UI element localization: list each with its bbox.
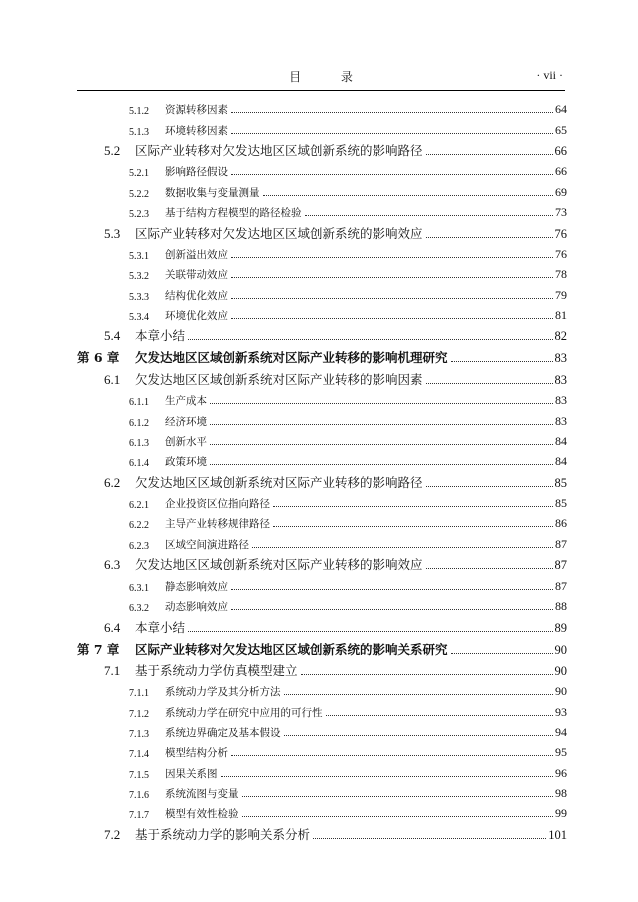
toc-entry-page: 86 xyxy=(555,516,567,531)
toc-entry[interactable] xyxy=(77,408,567,428)
toc-entry-title: 主导产业转移规律路径 xyxy=(165,518,270,531)
toc-entry-page: 87 xyxy=(555,536,567,551)
toc-entry-number: 7.1.1 xyxy=(129,688,149,700)
toc-entry-page: 84 xyxy=(555,433,567,448)
toc-entry[interactable] xyxy=(77,699,567,719)
toc-entry-title: 区际产业转移对欠发达地区区域创新系统的影响效应 xyxy=(135,225,423,241)
toc-entry-number: 5.3.1 xyxy=(129,250,149,262)
dot-leader xyxy=(242,815,554,817)
toc-entry-page: 78 xyxy=(555,267,567,282)
toc-entry-page: 101 xyxy=(548,827,567,842)
toc-entry[interactable] xyxy=(77,491,567,511)
toc-entry[interactable] xyxy=(77,720,567,740)
toc-entry-number: 7.1.2 xyxy=(129,708,149,720)
toc-entry-number: 6.2.2 xyxy=(129,520,149,532)
toc-entry-title: 数据收集与变量测量 xyxy=(165,186,260,199)
toc-entry-title: 环境优化效应 xyxy=(165,309,228,322)
toc-entry-page: 87 xyxy=(555,578,567,593)
toc-entry-title: 基于系统动力学的影响关系分析 xyxy=(135,826,311,842)
toc-entry-number: 6.3 xyxy=(104,557,121,573)
toc-entry-number: 6.4 xyxy=(104,619,121,635)
toc-entry-title: 动态影响效应 xyxy=(165,600,228,613)
toc-entry-title: 系统动力学在研究中应用的可行性 xyxy=(165,706,323,719)
toc-entry-title: 区际产业转移对欠发达地区区域创新系统的影响关系研究 xyxy=(135,641,448,657)
dot-leader xyxy=(273,525,553,527)
dot-leader xyxy=(231,132,553,134)
toc-entry-number: 6.2.1 xyxy=(129,500,149,512)
toc-entry[interactable] xyxy=(77,552,567,574)
toc-entry[interactable] xyxy=(77,388,567,408)
toc-entry-number: 6.3.2 xyxy=(129,602,149,614)
dot-leader xyxy=(301,673,553,675)
toc-entry[interactable] xyxy=(77,636,567,658)
toc-entry[interactable] xyxy=(77,740,567,760)
toc-entry-page: 82 xyxy=(554,329,567,344)
toc-entry-title: 模型结构分析 xyxy=(165,747,228,760)
dot-leader xyxy=(426,153,553,155)
toc-entry[interactable] xyxy=(77,429,567,449)
toc-entry-number: 6.2 xyxy=(104,474,121,490)
dot-leader xyxy=(210,402,553,404)
toc-entry[interactable] xyxy=(77,531,567,551)
toc-entry-page: 66 xyxy=(555,164,567,179)
toc-entry-title: 资源转移因素 xyxy=(165,104,228,117)
toc-entry-page: 83 xyxy=(554,373,567,388)
toc-entry-title: 欠发达地区区域创新系统对区际产业转移的影响路径 xyxy=(135,474,423,490)
toc-entry[interactable] xyxy=(77,469,567,491)
toc-entry[interactable] xyxy=(77,242,567,262)
toc-entry-number: 5.2.2 xyxy=(129,188,149,200)
toc-entry[interactable] xyxy=(77,179,567,199)
toc-entry-title: 影响路径假设 xyxy=(165,166,228,179)
toc-entry-number: 6.2.3 xyxy=(129,540,149,552)
toc-entry-number: 7.1.7 xyxy=(129,810,149,822)
toc-entry-title: 欠发达地区区域创新系统对区际产业转移的影响效应 xyxy=(135,557,423,573)
toc-entry-title: 创新水平 xyxy=(165,435,207,448)
toc-entry[interactable] xyxy=(77,449,567,469)
dot-leader xyxy=(221,775,554,777)
dot-leader xyxy=(451,360,553,362)
toc-entry-page: 95 xyxy=(555,745,567,760)
toc-entry-number: 7.2 xyxy=(104,826,121,842)
toc-entry[interactable] xyxy=(77,594,567,614)
toc-entry[interactable] xyxy=(77,781,567,801)
toc-entry-title: 欠发达地区区域创新系统对区际产业转移的影响因素 xyxy=(135,372,423,388)
toc-entry-title: 企业投资区位指向路径 xyxy=(165,498,270,511)
toc-entry-number: 5.1.2 xyxy=(129,106,149,118)
toc-entry-page: 73 xyxy=(555,205,567,220)
toc-entry[interactable] xyxy=(77,159,567,179)
dot-leader xyxy=(231,588,553,590)
toc-entry-title: 欠发达地区区域创新系统对区际产业转移的影响机理研究 xyxy=(135,350,448,366)
toc-entry-page: 89 xyxy=(554,620,567,635)
toc-entry-number: 5.2.3 xyxy=(129,209,149,221)
toc-entry-title: 静态影响效应 xyxy=(165,580,228,593)
dot-leader xyxy=(263,194,554,196)
toc-entry-title: 模型有效性检验 xyxy=(165,808,239,821)
dot-leader xyxy=(188,338,552,340)
page-header xyxy=(77,64,565,91)
toc-entry-page: 64 xyxy=(555,102,567,117)
toc-entry-title: 系统边界确定及基本假设 xyxy=(165,726,281,739)
toc-entry-page: 83 xyxy=(554,351,567,366)
dot-leader xyxy=(284,693,554,695)
toc-entry[interactable] xyxy=(77,138,567,160)
toc-entry-title: 经济环境 xyxy=(165,415,207,428)
dot-leader xyxy=(231,256,553,258)
toc-entry[interactable] xyxy=(77,200,567,220)
toc-entry-title: 本章小结 xyxy=(135,328,186,344)
dot-leader xyxy=(451,652,553,654)
toc-entry[interactable] xyxy=(77,220,567,242)
toc-entry-number: 5.2 xyxy=(104,143,121,159)
toc-entry-number: 5.4 xyxy=(104,328,121,344)
toc-entry-page: 66 xyxy=(554,144,567,159)
toc-entry[interactable] xyxy=(77,262,567,282)
toc-entry[interactable] xyxy=(77,344,567,366)
toc-entry-number: 6.1.1 xyxy=(129,397,149,409)
dot-leader xyxy=(305,214,554,216)
toc-entry-number: 6.1.4 xyxy=(129,458,149,470)
dot-leader xyxy=(231,297,553,299)
toc-entry[interactable] xyxy=(77,366,567,388)
dot-leader xyxy=(426,382,553,384)
toc-entry-title: 因果关系图 xyxy=(165,767,218,780)
dot-leader xyxy=(426,236,553,238)
toc-entry[interactable] xyxy=(77,679,567,699)
toc-entry-number: 6.1 xyxy=(104,372,121,388)
toc-entry-title: 生产成本 xyxy=(165,395,207,408)
toc-entry-page: 99 xyxy=(555,806,567,821)
toc-entry[interactable] xyxy=(77,117,567,137)
toc-entry-page: 83 xyxy=(555,413,567,428)
toc-entry-title: 政策环境 xyxy=(165,456,207,469)
toc-entry-number: 5.3.3 xyxy=(129,291,149,303)
toc-entry[interactable] xyxy=(77,323,567,345)
toc-entry-number: 7.1 xyxy=(104,663,121,679)
toc-entry-page: 96 xyxy=(555,765,567,780)
toc-entry-number: 6.1.2 xyxy=(129,417,149,429)
toc-entry-page: 85 xyxy=(555,496,567,511)
toc-entry[interactable] xyxy=(77,821,567,843)
toc-entry-title: 区际产业转移对欠发达地区区域创新系统的影响路径 xyxy=(135,143,423,159)
toc-entry-page: 90 xyxy=(555,684,567,699)
toc-entry-page: 90 xyxy=(554,664,567,679)
toc-entry-page: 69 xyxy=(555,184,567,199)
toc-entry-title: 系统动力学及其分析方法 xyxy=(165,686,281,699)
toc-entry-title: 结构优化效应 xyxy=(165,289,228,302)
toc-entry-page: 98 xyxy=(555,785,567,800)
toc-entry-number: 7.1.6 xyxy=(129,789,149,801)
toc-entry-page: 84 xyxy=(555,454,567,469)
toc-entry[interactable] xyxy=(77,511,567,531)
toc-entry[interactable] xyxy=(77,282,567,302)
toc-entry-number: 5.3.2 xyxy=(129,271,149,283)
dot-leader xyxy=(231,111,553,113)
toc-entry-number: 5.2.1 xyxy=(129,168,149,180)
toc-entry-page: 94 xyxy=(555,724,567,739)
dot-leader xyxy=(242,795,554,797)
dot-leader xyxy=(231,317,553,319)
toc-entry[interactable] xyxy=(77,97,567,117)
toc-entry[interactable] xyxy=(77,614,567,636)
toc-entry-number: 第 6 章 xyxy=(77,350,120,366)
toc-entry[interactable] xyxy=(77,303,567,323)
dot-leader xyxy=(284,734,554,736)
dot-leader xyxy=(426,567,553,569)
toc-entry-title: 关联带动效应 xyxy=(165,269,228,282)
toc-entry-number: 5.1.3 xyxy=(129,126,149,138)
toc-entry-title: 创新溢出效应 xyxy=(165,248,228,261)
dot-leader xyxy=(252,546,553,548)
toc-entry-page: 93 xyxy=(555,704,567,719)
dot-leader xyxy=(210,443,553,445)
dot-leader xyxy=(313,837,546,839)
dot-leader xyxy=(231,276,553,278)
dot-leader xyxy=(231,173,553,175)
toc-entry-page: 83 xyxy=(555,393,567,408)
toc-entry-page: 76 xyxy=(554,226,567,241)
dot-leader xyxy=(326,714,554,716)
toc-entry-page: 81 xyxy=(555,307,567,322)
dot-leader xyxy=(188,630,552,632)
toc-entry-number: 5.3 xyxy=(104,225,121,241)
toc-entry-number: 第 7 章 xyxy=(77,641,120,657)
toc-entry-page: 79 xyxy=(555,287,567,302)
toc-entry-page: 87 xyxy=(554,558,567,573)
toc-entry-page: 65 xyxy=(555,122,567,137)
toc-entry-title: 本章小结 xyxy=(135,619,186,635)
dot-leader xyxy=(273,505,553,507)
dot-leader xyxy=(426,485,553,487)
toc-entry-page: 90 xyxy=(554,642,567,657)
dot-leader xyxy=(210,423,553,425)
toc-entry-number: 7.1.3 xyxy=(129,728,149,740)
dot-leader xyxy=(231,608,553,610)
toc-entry-page: 76 xyxy=(555,246,567,261)
toc-entry-page: 85 xyxy=(554,475,567,490)
toc-entry-number: 7.1.5 xyxy=(129,769,149,781)
table-of-contents xyxy=(77,97,567,843)
toc-entry[interactable] xyxy=(77,760,567,780)
toc-entry-number: 5.3.4 xyxy=(129,311,149,323)
dot-leader xyxy=(210,463,553,465)
header-page-number: · vii · xyxy=(536,68,563,82)
header-title: 目 录 xyxy=(289,70,371,84)
dot-leader xyxy=(231,754,553,756)
toc-entry-number: 6.1.3 xyxy=(129,437,149,449)
toc-entry[interactable] xyxy=(77,573,567,593)
toc-entry-title: 区域空间演进路径 xyxy=(165,538,249,551)
toc-entry-title: 基于结构方程模型的路径检验 xyxy=(165,207,302,220)
toc-entry-number: 7.1.4 xyxy=(129,749,149,761)
toc-entry-title: 基于系统动力学仿真模型建立 xyxy=(135,663,298,679)
toc-entry[interactable] xyxy=(77,801,567,821)
toc-entry-number: 6.3.1 xyxy=(129,582,149,594)
toc-entry-title: 系统流图与变量 xyxy=(165,787,239,800)
toc-entry[interactable] xyxy=(77,658,567,680)
toc-entry-title: 环境转移因素 xyxy=(165,124,228,137)
toc-entry-page: 88 xyxy=(555,598,567,613)
